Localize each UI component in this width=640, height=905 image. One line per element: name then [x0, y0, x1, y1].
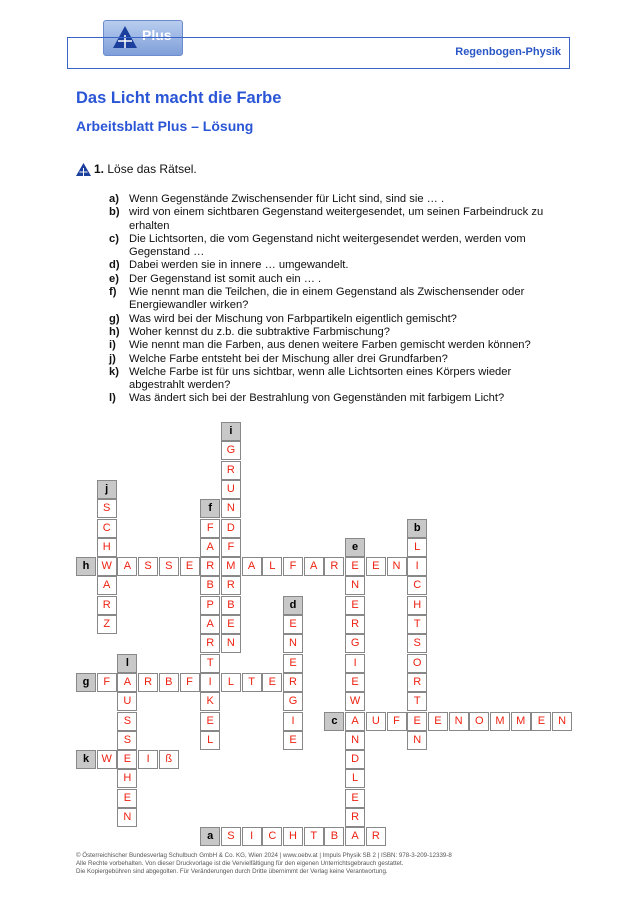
crossword-letter-cell: E	[117, 789, 137, 808]
crossword-letter-cell: H	[283, 827, 303, 846]
crossword-letter-cell: M	[490, 712, 510, 731]
crossword-letter-cell: N	[552, 712, 572, 731]
crossword-letter-cell: N	[345, 576, 365, 595]
question-text: Was wird bei der Mischung von Farbpartikeln eigentlich gemischt?	[129, 312, 457, 325]
question-label: e)	[109, 272, 119, 285]
crossword-letter-cell: S	[117, 712, 137, 731]
crossword-letter-cell: E	[407, 712, 427, 731]
crossword-letter-cell: P	[200, 596, 220, 615]
question-text: Woher kennst du z.b. die subtraktive Farbmischung?	[129, 325, 390, 338]
crossword-letter-cell: A	[242, 557, 262, 576]
crossword-letter-cell: R	[97, 596, 117, 615]
question-text: Wie nennt man die Farben, aus denen weitere Farben gemischt werden können?	[129, 339, 531, 352]
crossword-clue-cell: b	[407, 519, 427, 538]
crossword-letter-cell: N	[117, 808, 137, 827]
crossword-letter-cell: I	[345, 654, 365, 673]
crossword-letter-cell: F	[387, 712, 407, 731]
crossword-letter-cell: E	[283, 615, 303, 634]
crossword-letter-cell: R	[407, 673, 427, 692]
crossword-letter-cell: E	[531, 712, 551, 731]
crossword-letter-cell: L	[200, 731, 220, 750]
crossword-letter-cell: A	[304, 557, 324, 576]
crossword-letter-cell: R	[345, 615, 365, 634]
crossword-letter-cell: S	[117, 731, 137, 750]
crossword-letter-cell: M	[221, 557, 241, 576]
crossword-letter-cell: E	[345, 673, 365, 692]
crossword-clue-cell: c	[324, 712, 344, 731]
crossword-letter-cell: B	[324, 827, 344, 846]
crossword-clue-cell: h	[76, 557, 96, 576]
question-label: i)	[109, 339, 116, 352]
crossword-letter-cell: R	[138, 673, 158, 692]
crossword-letter-cell: F	[180, 673, 200, 692]
crossword-letter-cell: B	[221, 596, 241, 615]
crossword-letter-cell: K	[200, 692, 220, 711]
question-label: h)	[109, 325, 120, 338]
crossword-letter-cell: M	[511, 712, 531, 731]
crossword-letter-cell: F	[221, 538, 241, 557]
crossword-letter-cell: S	[159, 557, 179, 576]
crossword-letter-cell: S	[221, 827, 241, 846]
question-label: b)	[109, 206, 120, 219]
crossword-letter-cell: B	[159, 673, 179, 692]
crossword-letter-cell: T	[304, 827, 324, 846]
crossword-letter-cell: N	[387, 557, 407, 576]
crossword-letter-cell: F	[283, 557, 303, 576]
crossword-letter-cell: H	[117, 769, 137, 788]
crossword-letter-cell: T	[407, 615, 427, 634]
question-label: f)	[109, 286, 117, 299]
crossword-letter-cell: R	[200, 634, 220, 653]
crossword-clue-cell: k	[76, 750, 96, 769]
crossword-letter-cell: F	[97, 673, 117, 692]
task-instruction: Löse das Rätsel.	[107, 162, 197, 176]
crossword-letter-cell: G	[345, 634, 365, 653]
question-text: Welche Farbe ist für uns sichtbar, wenn alle Lichtsorten eines Körpers wieder abgestrahlt werden?	[129, 365, 512, 392]
crossword-letter-cell: F	[200, 519, 220, 538]
crossword-letter-cell: L	[407, 538, 427, 557]
crossword-letter-cell: R	[221, 576, 241, 595]
question-text: Die Lichtsorten, die vom Gegenstand nicht weitergesendet werden, werden vom Gegenstand …	[129, 232, 526, 259]
crossword-letter-cell: L	[221, 673, 241, 692]
crossword-letter-cell: R	[345, 808, 365, 827]
question-text: Wenn Gegenstände Zwischensender für Licht sind, sind sie … .	[129, 193, 445, 205]
crossword-letter-cell: E	[180, 557, 200, 576]
crossword-clue-cell: d	[283, 596, 303, 615]
crossword-letter-cell: T	[242, 673, 262, 692]
crossword-letter-cell: R	[283, 673, 303, 692]
task-number: 1.	[94, 162, 105, 176]
crossword-letter-cell: N	[221, 499, 241, 518]
crossword-letter-cell: L	[262, 557, 282, 576]
crossword-letter-cell: R	[221, 461, 241, 480]
question-text: Was ändert sich bei der Bestrahlung von Gegenständen mit farbigem Licht?	[129, 392, 505, 405]
crossword-letter-cell: C	[262, 827, 282, 846]
question-label: c)	[109, 232, 119, 245]
question-text: wird von einem sichtbaren Gegenstand weitergesendet, um seinen Farbeindruck zu erhalten	[129, 206, 544, 232]
crossword-letter-cell: E	[283, 731, 303, 750]
crossword-letter-cell: G	[221, 441, 241, 460]
crossword-letter-cell: N	[283, 634, 303, 653]
crossword-letter-cell: A	[200, 538, 220, 557]
footer-line: Die Kopiergebühren sind abgegolten. Für Veränderungen durch Dritte übernimmt der Verlag keine Verantwortung.	[76, 868, 388, 875]
question-label: a)	[109, 193, 119, 205]
crossword-letter-cell: C	[97, 519, 117, 538]
crossword-letter-cell: N	[345, 731, 365, 750]
crossword-letter-cell: Z	[97, 615, 117, 634]
footer-line: © Österreichischer Bundesverlag Schulbuch GmbH & Co. KG, Wien 2024 | www.oebv.at | Impuls Physik SB 2 | ISBN: 978-3-209-12339-8	[76, 852, 452, 859]
question-text: Dabei werden sie in innere … umgewandelt.	[129, 259, 349, 272]
crossword-clue-cell: f	[200, 499, 220, 518]
crossword-letter-cell: I	[200, 673, 220, 692]
question-text: Welche Farbe entsteht bei der Mischung aller drei Grundfarben?	[129, 352, 448, 365]
crossword-letter-cell: B	[200, 576, 220, 595]
question-label: k)	[109, 365, 119, 378]
crossword-letter-cell: O	[469, 712, 489, 731]
crossword-letter-cell: I	[138, 750, 158, 769]
question-label: l)	[109, 392, 116, 405]
crossword-letter-cell: ß	[159, 750, 179, 769]
crossword-letter-cell: R	[200, 557, 220, 576]
crossword-letter-cell: D	[221, 519, 241, 538]
crossword-clue-cell: e	[345, 538, 365, 557]
crossword-letter-cell: A	[97, 576, 117, 595]
crossword-letter-cell: E	[283, 654, 303, 673]
page-subtitle: Arbeitsblatt Plus – Lösung	[76, 118, 254, 134]
crossword-letter-cell: I	[242, 827, 262, 846]
page-title: Das Licht macht die Farbe	[76, 89, 282, 107]
crossword-letter-cell: A	[345, 827, 365, 846]
crossword-letter-cell: E	[262, 673, 282, 692]
crossword-letter-cell: N	[449, 712, 469, 731]
crossword-letter-cell: E	[200, 712, 220, 731]
crossword-letter-cell: E	[366, 557, 386, 576]
crossword-letter-cell: E	[221, 615, 241, 634]
crossword-letter-cell: A	[345, 712, 365, 731]
question-label: d)	[109, 259, 120, 272]
crossword-letter-cell: H	[97, 538, 117, 557]
crossword-letter-cell: S	[138, 557, 158, 576]
crossword-letter-cell: E	[117, 750, 137, 769]
crossword-clue-cell: j	[97, 480, 117, 499]
question-label: j)	[109, 352, 116, 365]
crossword-letter-cell: S	[407, 634, 427, 653]
crossword-clue-cell: l	[117, 654, 137, 673]
crossword-letter-cell: A	[117, 673, 137, 692]
crossword-letter-cell: I	[407, 557, 427, 576]
crossword-letter-cell: O	[407, 654, 427, 673]
crossword-letter-cell: C	[407, 576, 427, 595]
crossword-letter-cell: E	[345, 557, 365, 576]
crossword-letter-cell: N	[407, 731, 427, 750]
series-name: Regenbogen-Physik	[455, 46, 561, 58]
footer-line: Alle Rechte vorbehalten. Von dieser Druckvorlage ist die Vervielfältigung für den eigenen Unterrichtsgebrauch gestattet.	[76, 860, 404, 867]
crossword-letter-cell: L	[345, 769, 365, 788]
crossword-letter-cell: N	[221, 634, 241, 653]
question-text: Der Gegenstand ist somit auch ein … .	[129, 272, 322, 285]
crossword-clue-cell: a	[200, 827, 220, 846]
crossword-letter-cell: R	[324, 557, 344, 576]
crossword-clue-cell: g	[76, 673, 96, 692]
crossword-letter-cell: A	[117, 557, 137, 576]
crossword-letter-cell: D	[345, 750, 365, 769]
crossword-clue-cell: i	[221, 422, 241, 441]
crossword-letter-cell: H	[407, 596, 427, 615]
question-label: g)	[109, 312, 120, 325]
crossword-letter-cell: I	[283, 712, 303, 731]
question-text: Wie nennt man die Teilchen, die in einem Gegenstand als Zwischensender oder Energiewandler wirken?	[129, 286, 525, 312]
crossword-letter-cell: T	[200, 654, 220, 673]
footer	[76, 852, 452, 876]
crossword-letter-cell: W	[345, 692, 365, 711]
crossword-letter-cell: W	[97, 557, 117, 576]
crossword-letter-cell: T	[407, 692, 427, 711]
crossword-letter-cell: U	[221, 480, 241, 499]
logo-text: Plus	[142, 27, 172, 43]
crossword-letter-cell: W	[97, 750, 117, 769]
crossword-letter-cell: S	[97, 499, 117, 518]
crossword-letter-cell: U	[117, 692, 137, 711]
crossword-letter-cell: A	[200, 615, 220, 634]
crossword-letter-cell: E	[428, 712, 448, 731]
crossword-letter-cell: U	[366, 712, 386, 731]
crossword-letter-cell: E	[345, 789, 365, 808]
crossword-letter-cell: E	[345, 596, 365, 615]
crossword-letter-cell: G	[283, 692, 303, 711]
crossword-letter-cell: R	[366, 827, 386, 846]
